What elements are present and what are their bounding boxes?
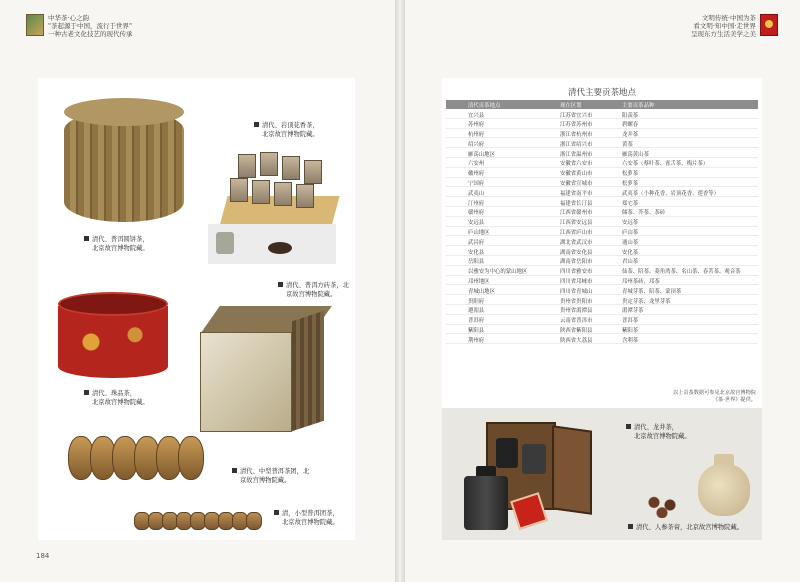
- table-cell-location: 以雅安为中心的蒙山地区: [468, 269, 528, 276]
- table-cell-location: 庐山地区: [468, 230, 490, 237]
- table-cell-region: 湖南省岳阳市: [560, 259, 593, 266]
- table-cell-location: 安远县: [468, 220, 485, 227]
- right-header: [638, 14, 778, 44]
- table-cell-variety: 普洱茶: [622, 318, 639, 325]
- table-cell-region: 陕西省紫阳县: [560, 328, 593, 335]
- table-cell-location: 荆州府: [468, 337, 485, 344]
- left-header: [26, 14, 146, 44]
- table-cell-location: 贵阳府: [468, 298, 485, 305]
- table-row: [446, 334, 758, 344]
- table-cell-region: 江西省安远县: [560, 220, 593, 227]
- table-cell-region: 陕西省大荔县: [560, 337, 593, 344]
- page-number: 184: [36, 552, 50, 560]
- book-gutter: [395, 0, 405, 582]
- table-cell-variety: 阳羡茶: [622, 112, 639, 119]
- caption-bundle: 清，小型普洱团茶， 北京故宫博物院藏。: [274, 510, 339, 527]
- table-cell-variety: 六安茶（蔡叶茶、雀舌茶、梅片茶）: [622, 161, 709, 168]
- table-cell-variety: 黄茶: [622, 141, 633, 148]
- table-cell-variety: 碧螺春: [622, 122, 639, 129]
- caption-boxes: 清代、岩顶花香茶， 北京故宫博物院藏。: [254, 122, 319, 139]
- table-cell-location: 紫阳县: [468, 328, 485, 335]
- table-row: [446, 266, 758, 276]
- table-row: [446, 197, 758, 207]
- table-cell-variety: 湄潭芽茶: [622, 308, 644, 315]
- table-cell-location: 武夷山: [468, 190, 485, 197]
- table-cell-location: 绍兴府: [468, 141, 485, 148]
- table-cell-variety: 君山茶: [622, 259, 639, 266]
- table-cell-variety: 武夷茶（小种花香、岩顶花香、莲香等）: [622, 190, 720, 197]
- table-row: [446, 148, 758, 158]
- table-header-region: 现在区划: [560, 103, 582, 109]
- table-row: [446, 119, 758, 129]
- table-row: [446, 207, 758, 217]
- table-header-variety: 主要贡茶品种: [622, 103, 655, 109]
- table-cell-location: 安化县: [468, 249, 485, 256]
- table-cell-region: 江苏省宜兴市: [560, 112, 593, 119]
- table-row: [446, 236, 758, 246]
- table-cell-location: 邛州地区: [468, 279, 490, 286]
- right-header-line-1: 文明传统·中国为茶: [701, 14, 756, 22]
- table-cell-location: 岳阳县: [468, 259, 485, 266]
- table-cell-location: 普洱府: [468, 318, 485, 325]
- table-cell-location: 徽州府: [468, 171, 485, 178]
- table-cell-region: 浙江省绍兴市: [560, 141, 593, 148]
- table-cell-region: 江苏省苏州市: [560, 122, 593, 129]
- caption-cake: 清代、普洱圆饼茶， 北京故宫博物院藏。: [84, 236, 149, 253]
- left-content-panel: [38, 78, 355, 540]
- table-cell-location: 武昌府: [468, 239, 485, 246]
- table-cell-location: 六安州: [468, 161, 485, 168]
- pu-er-tea-roll-photo: [68, 428, 218, 490]
- table-title: 清代主要贡茶地点: [567, 88, 636, 98]
- caption-redbox: 清代、珠品茶， 北京故宫博物院藏。: [84, 390, 149, 407]
- caption-roll: 清代、中型普洱茶团，北 京故宫博物院藏。: [232, 468, 309, 485]
- table-row: [446, 129, 758, 139]
- table-cell-variety: 仙茶、陪茶、菱角湾茶、名山茶、春茗茶、观音茶: [622, 269, 741, 276]
- table-cell-location: 赣州府: [468, 210, 485, 217]
- table-row: [446, 227, 758, 237]
- table-row: [446, 217, 758, 227]
- table-cell-region: 湖北省武汉市: [560, 239, 593, 246]
- table-row: [446, 178, 758, 188]
- table-cell-variety: 雁荡黄山茶: [622, 151, 649, 158]
- table-row: [446, 256, 758, 266]
- table-cell-region: 四川省邛崃市: [560, 279, 593, 286]
- table-cell-variety: 青城芽茶、陪茶、蒙顶茶: [622, 288, 682, 295]
- red-lacquer-tea-box-photo: [58, 292, 168, 380]
- pu-er-square-brick-photo: [188, 306, 328, 436]
- table-cell-variety: 郑宅茶: [622, 200, 639, 207]
- red-series-emblem-icon: [760, 14, 778, 36]
- right-content-panel: [442, 78, 762, 540]
- table-row: [446, 285, 758, 295]
- table-row: [446, 187, 758, 197]
- table-cell-location: 宜兴县: [468, 112, 485, 119]
- left-page: [0, 0, 395, 582]
- table-cell-region: 安徽省宣城市: [560, 181, 593, 188]
- porcelain-jar-photo: [698, 450, 750, 516]
- table-cell-region: 安徽省黄山市: [560, 171, 593, 178]
- right-page: [405, 0, 800, 582]
- table-cell-region: 福建省长汀县: [560, 200, 593, 207]
- caption-longjing: 清代、龙井茶， 北京故宫博物院藏。: [626, 424, 691, 441]
- caption-ginseng: 清代、人参茶膏，北京故宫博物院藏。: [628, 524, 743, 533]
- table-note-line-1: 以上贡茶数据可参见北京故宫博物院: [672, 390, 756, 396]
- table-cell-location: 雁荡山地区: [468, 151, 495, 158]
- table-row: [446, 305, 758, 315]
- table-cell-region: 湖南省安化县: [560, 249, 593, 256]
- table-cell-region: 江西省赣州市: [560, 210, 593, 217]
- table-cell-location: 宁国府: [468, 181, 485, 188]
- table-cell-region: 福建省南平市: [560, 190, 593, 197]
- table-cell-region: 四川省雅安市: [560, 269, 593, 276]
- table-cell-region: 浙江省杭州市: [560, 132, 593, 139]
- tea-tins-tray-photo: [208, 146, 336, 266]
- table-cell-variety: 松萝茶: [622, 171, 639, 178]
- table-cell-region: 贵州省贵阳市: [560, 298, 593, 305]
- table-cell-region: 贵州省湄潭县: [560, 308, 593, 315]
- table-cell-region: 安徽省六安市: [560, 161, 593, 168]
- table-cell-location: 青城山地区: [468, 288, 495, 295]
- table-cell-variety: 储茶、芥茶、茶砖: [622, 210, 666, 217]
- table-cell-variety: 贵定芽茶、龙里芽茶: [622, 298, 671, 305]
- series-logo-icon: [26, 14, 44, 36]
- left-header-line-1: 中华茶·心之韵: [48, 14, 90, 22]
- small-pu-er-bundle-photo: [134, 510, 274, 532]
- table-cell-region: 四川省青城山: [560, 288, 593, 295]
- table-cell-location: 遵湄县: [468, 308, 485, 315]
- table-cell-variety: 庐山茶: [622, 230, 639, 237]
- caption-brick: 清代、普洱方砖茶，北 京故宫博物院藏。: [278, 282, 349, 299]
- table-cell-region: 浙江省温州市: [560, 151, 593, 158]
- table-row: [446, 325, 758, 335]
- pu-er-round-cake-photo: [60, 98, 188, 228]
- table-cell-location: 苏州府: [468, 122, 485, 129]
- table-cell-region: 云南省普洱市: [560, 318, 593, 325]
- ginseng-tea-paste-photo: [646, 492, 686, 518]
- table-row: [446, 295, 758, 305]
- table-cell-variety: 龙井茶: [622, 132, 639, 139]
- table-note: [666, 390, 756, 404]
- table-row: [446, 168, 758, 178]
- table-cell-variety: 紫阳茶: [622, 328, 639, 335]
- table-cell-location: 汀州府: [468, 200, 485, 207]
- table-row: [446, 246, 758, 256]
- table-row: [446, 109, 758, 119]
- left-header-line-2: "茶起源于中国，流行于世界": [48, 22, 132, 30]
- table-note-line-2: 《茶·世界》提供。: [712, 397, 756, 403]
- left-header-text: [48, 14, 133, 38]
- black-tea-jar-photo: [464, 466, 508, 530]
- table-cell-variety: 含利茶: [622, 337, 639, 344]
- right-header-line-3: 呈现东方生活美学之美: [691, 30, 756, 38]
- right-header-line-2: 看文明·知中国·走世界: [693, 22, 756, 30]
- table-cell-variety: 安化茶: [622, 249, 639, 256]
- table-cell-location: 杭州府: [468, 132, 485, 139]
- table-cell-region: 江西省庐山市: [560, 230, 593, 237]
- left-header-line-3: 一种古老文化技艺的现代传承: [48, 30, 133, 38]
- table-cell-variety: 通山茶: [622, 239, 639, 246]
- table-header-row: [446, 100, 758, 109]
- table-cell-variety: 松萝茶: [622, 181, 639, 188]
- table-body: [446, 109, 758, 344]
- table-row: [446, 158, 758, 168]
- table-header-location: 清代贡茶地点: [468, 103, 501, 109]
- table-row: [446, 276, 758, 286]
- table-cell-variety: 邛州茶砖、邛茶: [622, 279, 660, 286]
- right-header-text: [691, 14, 756, 38]
- table-row: [446, 315, 758, 325]
- table-cell-variety: 安远茶: [622, 220, 639, 227]
- table-row: [446, 138, 758, 148]
